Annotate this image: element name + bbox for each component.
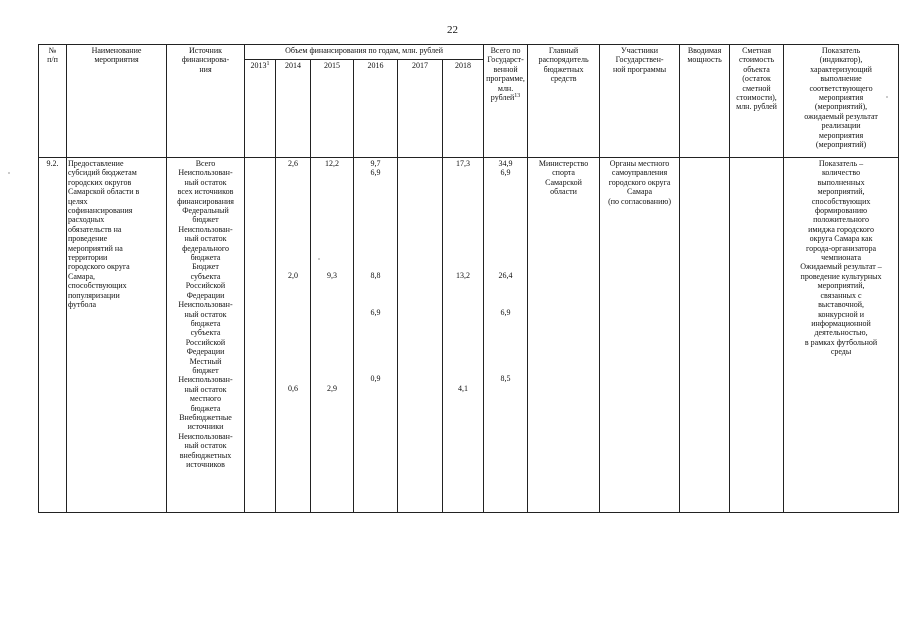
header-name: Наименование мероприятия [67,45,167,158]
header-participants: Участники Государствен- ной программы [600,45,680,158]
cell-2018 [443,158,484,513]
value-2018-local: 4,1 [458,383,469,393]
source-federal: Федеральный [182,206,229,216]
source-extrabudgetary: Внебюджетные [179,412,232,422]
cell-capacity [680,158,730,513]
page-number: 22 [447,24,458,36]
value-2015-total: 12,2 [325,159,339,168]
value-2018-total: 17,3 [456,159,471,168]
value-2018-regional: 13,2 [456,271,471,281]
scan-speck [8,172,10,174]
source-local: Местный [189,356,222,366]
value-2016-regional: 8,8 [370,270,381,280]
footnote-1: 1 [266,61,270,67]
header-capacity: Вводимая мощность [680,45,730,158]
header-total: Всего по Государст- венной программе, млн. рублей$^{13}$ [484,45,528,158]
header-indicator: Показатель (индикатор), характеризующий выполнение соответствующего мероприятия (мероприятий), ожидаемый результат реализации мероприятия (мероприятий) [784,45,899,158]
header-year-2018: 2018 [443,60,484,158]
header-year-2014: 2014 [276,60,311,158]
header-year-2016: 2016 [354,60,398,158]
row-measure-name: Предоставление субсидий бюджетам городских округов Самарской области в целях софинансирования расходных обязательств на проведение мероприятий на территории городского округа Самара, способствующих популяризации футбола [67,158,167,513]
cell-2015 [311,158,354,513]
cell-indicator: Показатель – количество выполненных мероприятий, способствующих формированию положительного имиджа городского округа Самара как города-организатора чемпионата Ожидаемый результат – проведение культурных мероприятий, связанных с выставочной, конкурсной и информационной деятельностью, в рамках футбольной среды [784,158,899,513]
value-2016-total: 9,7 [370,159,381,168]
header-year-2013: 2013$^1$ [245,60,276,158]
scan-speck [318,258,320,260]
value-2016-unused-regional: 6,9 [370,308,381,318]
value-total-regional: 26,4 [498,270,513,280]
value-total-local: 8,5 [500,373,511,383]
cell-2016 [354,158,398,513]
source-total: Всего [195,159,216,168]
header-num: № п/п [39,45,67,158]
row-sources: Всего Неиспользован- ный остаток всех источников финансирования Федеральный бюджет Неиспользован- ный остаток федерального бюджета Бюджет субъекта Российской Федерации Неиспользован- ный остаток бюджета субъекта Российской Федерации Местный бюджет Неиспользован- ный остаток местного бюджета Внебюджетные источники Неиспользован- ный остаток внебюджетных источников [167,158,245,513]
source-regional: Бюджет [192,262,219,272]
header-estimate: Сметная стоимость объекта (остаток сметной стоимости), млн. рублей [730,45,784,158]
value-total-unused-all: 6,9 [500,168,511,178]
footnote-13: 13 [514,93,521,100]
header-year-2017: 2017 [398,60,443,158]
value-total-total: 34,9 [498,159,513,168]
header-volume: Объем финансирования по годам, млн. рублей [245,45,484,60]
cell-participants: Органы местного самоуправления городского округа Самара (по согласованию) [600,158,680,513]
header-year-2015: 2015 [311,60,354,158]
value-total-unused-regional: 6,9 [500,308,511,318]
cell-2013 [245,158,276,513]
cell-2014 [276,158,311,513]
value-2014-total: 2,6 [288,159,298,168]
value-2016-local: 0,9 [370,373,381,383]
header-chief: Главный распорядитель бюджетных средств [528,45,600,158]
cell-chief: Министерство спорта Самарской области [528,158,600,513]
scan-speck [886,96,888,98]
value-2016-unused-all: 6,9 [370,168,381,178]
value-2015-regional: 9,3 [327,271,337,281]
cell-2017 [398,158,443,513]
financing-table [38,44,899,513]
cell-total [484,158,528,513]
value-2014-regional: 2,0 [288,271,298,281]
value-2014-local: 0,6 [288,383,298,393]
cell-estimate [730,158,784,513]
row-num: 9.2. [39,158,67,513]
value-2015-local: 2,9 [327,383,337,393]
header-source: Источник финансирова- ния [167,45,245,158]
